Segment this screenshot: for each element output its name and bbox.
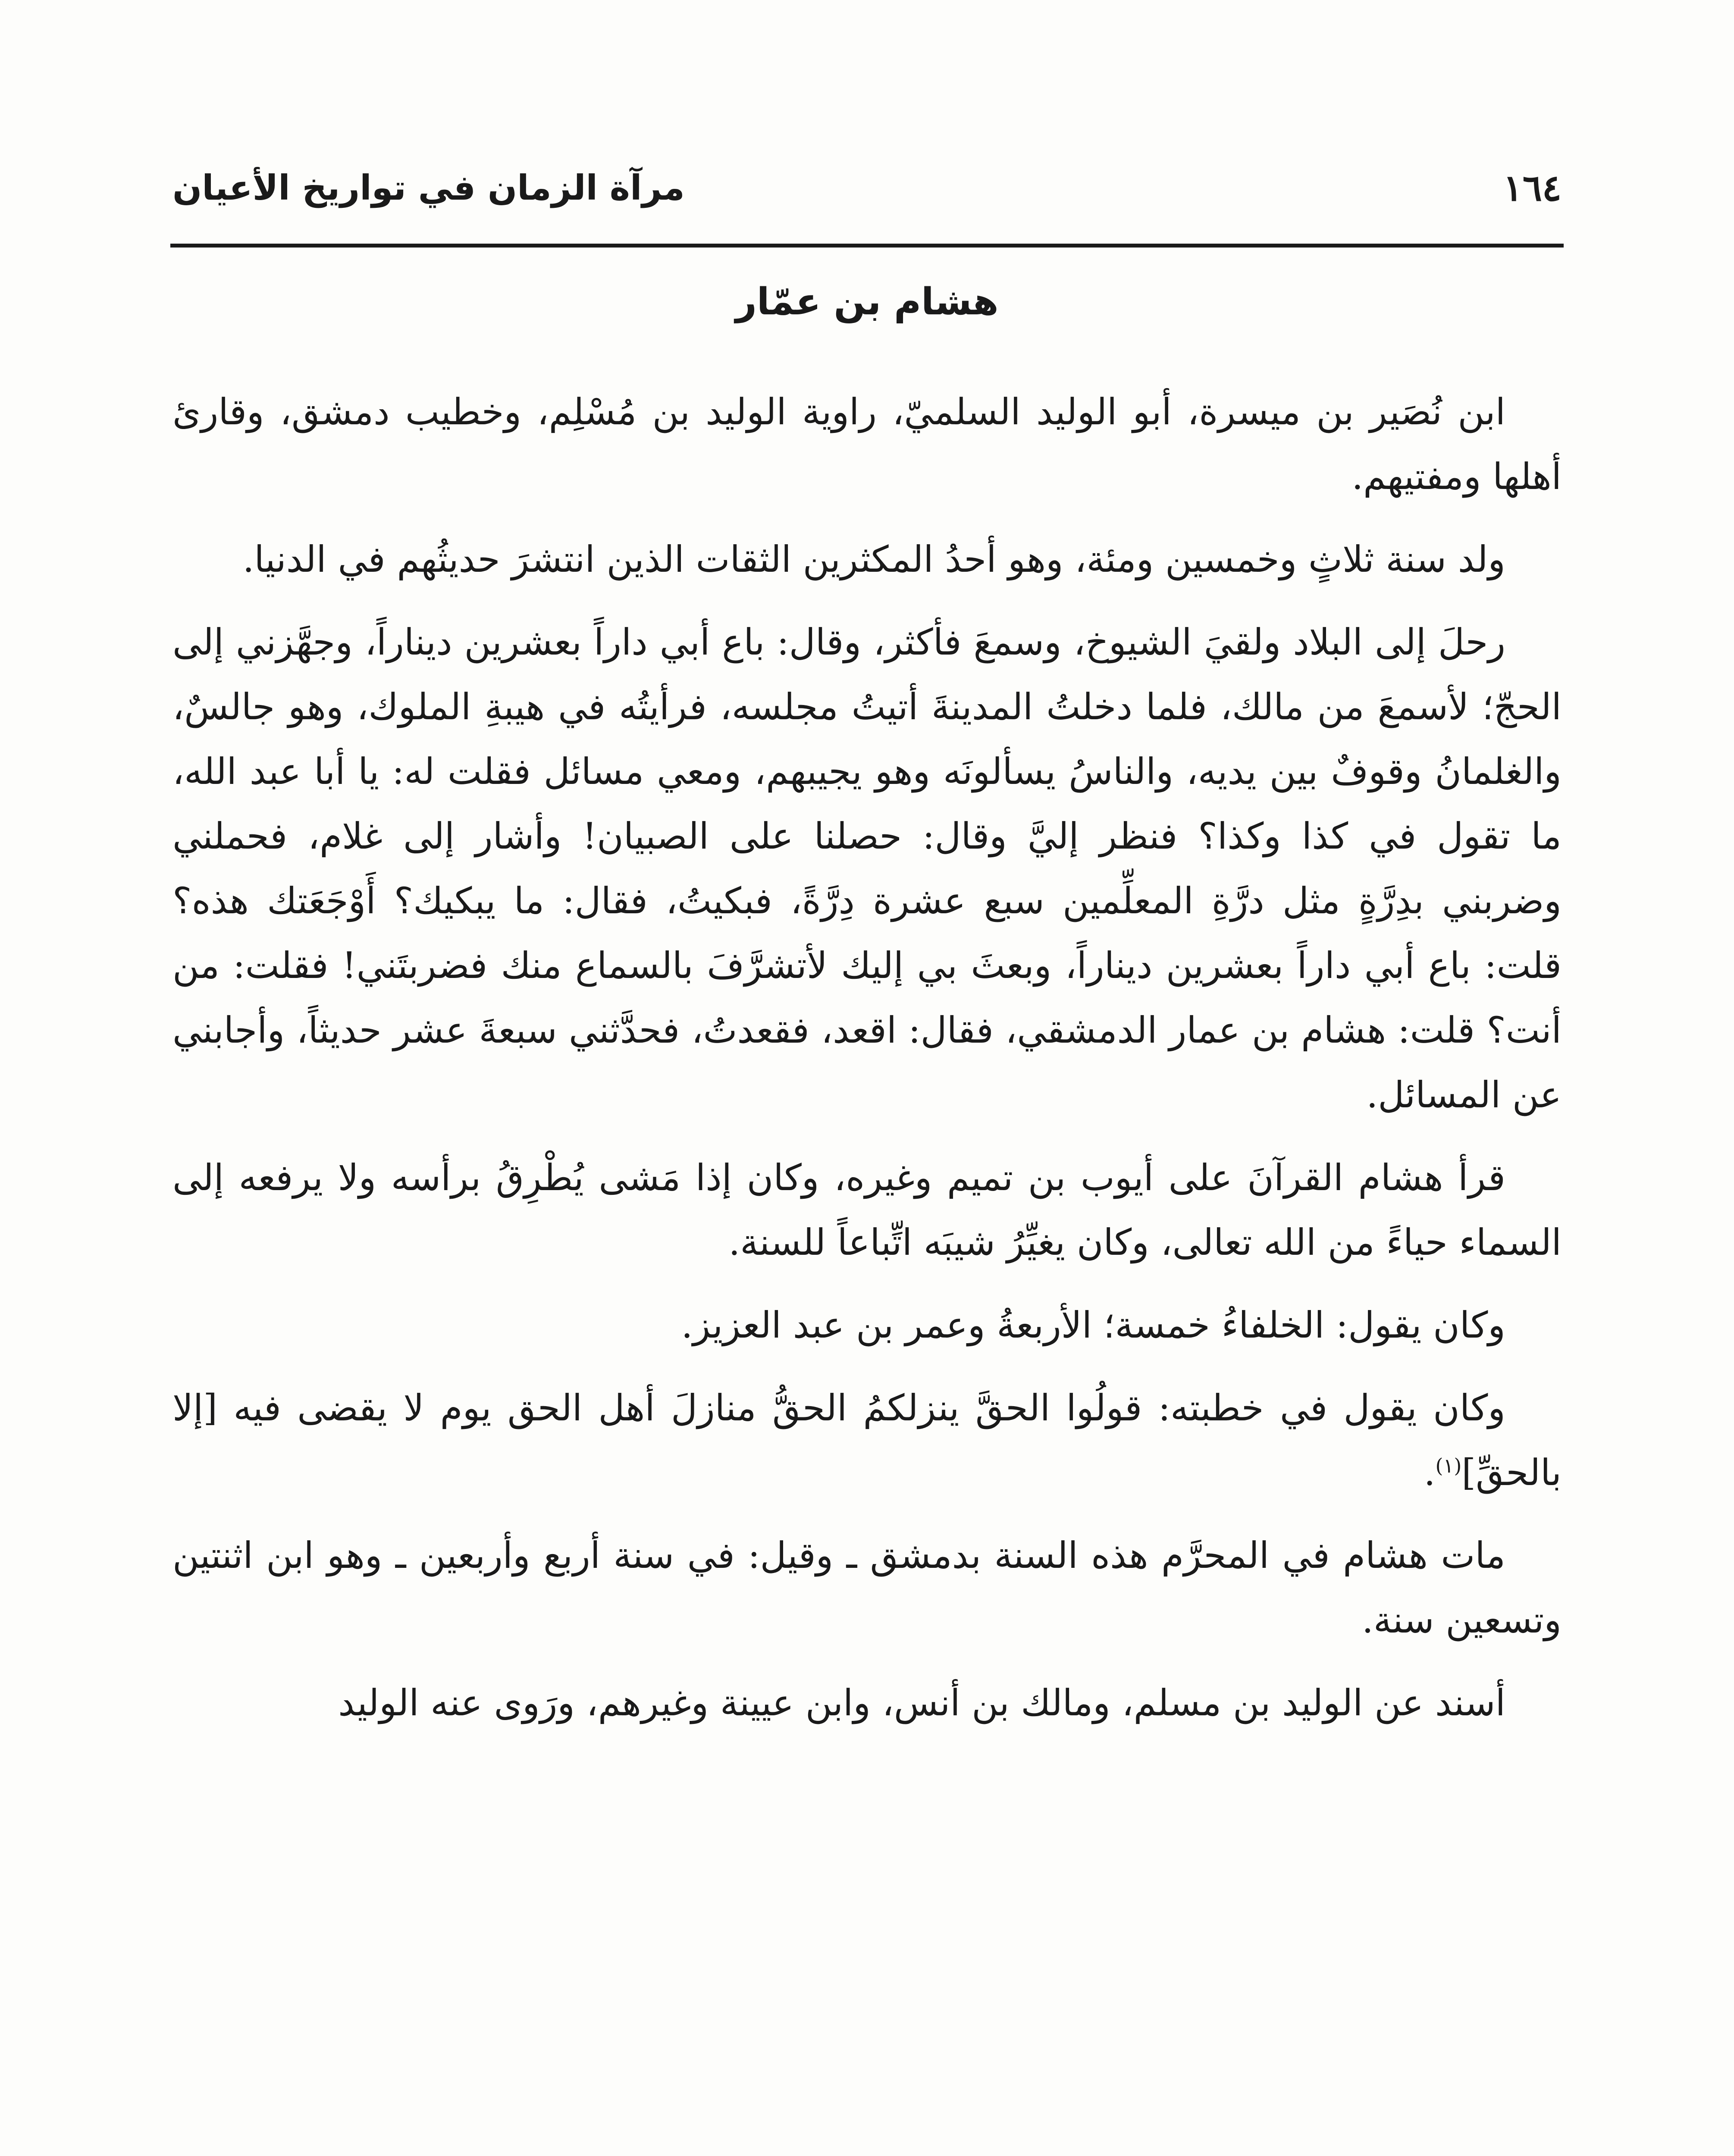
paragraph: أسند عن الوليد بن مسلم، ومالك بن أنس، وابن عيينة وغيرهم، ورَوى عنه الوليد xyxy=(338,1682,1505,1724)
section-title: هشام بن عمّار xyxy=(735,280,999,323)
page-header xyxy=(172,153,1562,222)
body-text xyxy=(172,379,1562,1753)
running-title: مرآة الزمان في تواريخ الأعيان xyxy=(172,167,685,208)
paragraph-text: وكان يقول في خطبته: قولُوا الحقَّ ينزلكمُ الحقُّ منازلَ أهل الحق يوم لا يقضى فيه [إلا بالحقِّ] xyxy=(172,1387,1562,1494)
paragraph-with-footnote xyxy=(172,1376,1562,1505)
paragraph: رحلَ إلى البلاد ولقيَ الشيوخ، وسمعَ فأكثر، وقال: باع أبي داراً بعشرين ديناراً، وجهَّزني إلى الحجّ؛ لأسمعَ من مالك، فلما دخلتُ المدينةَ أتيتُ مجلسه، فرأيتُه في هيبةِ الملوك، وهو جالسٌ، والغلمانُ وقوفٌ بين يديه، والناسُ يسألونَه وهو يجيبهم، ومعي مسائل فقلت له: يا أبا عبد الله، ما تقول في كذا وكذا؟ فنظر إليَّ وقال: حصلنا على الصبيان! وأشار إلى غلام، فحملني وضربني بدِرَّةٍ مثل درَّةِ المعلِّمين سبع عشرة دِرَّةً، فبكيتُ، فقال: ما يبكيك؟ أَوْجَعَتك هذه؟ قلت: باع أبي داراً بعشرين ديناراً، وبعثَ بي إليك لأتشرَّفَ بالسماع منك فضربتَني! فقلت: من أنت؟ قلت: هشام بن عمار الدمشقي، فقال: اقعد، فقعدتُ، فحدَّثني سبعةَ عشر حديثاً، وأجابني عن المسائل. xyxy=(172,621,1562,1116)
paragraph: ابن نُصَير بن ميسرة، أبو الوليد السلميّ، راوية الوليد بن مُسْلِم، وخطيب دمشق، وقارئ أهلها ومفتيهم. xyxy=(172,391,1562,498)
footnote-reference: (١) xyxy=(1435,1454,1462,1477)
paragraph: وكان يقول: الخلفاءُ خمسة؛ الأربعةُ وعمر بن عبد العزيز. xyxy=(681,1304,1505,1346)
sentence-end: . xyxy=(1424,1451,1436,1494)
header-rule xyxy=(170,244,1564,248)
page-number: ١٦٤ xyxy=(1503,166,1562,209)
paragraph: ولد سنة ثلاثٍ وخمسين ومئة، وهو أحدُ المكثرين الثقات الذين انتشرَ حديثُهم في الدنيا. xyxy=(242,538,1505,580)
paragraph: قرأ هشام القرآنَ على أيوب بن تميم وغيره، وكان إذا مَشى يُطْرِقُ برأسه ولا يرفعه إلى السماء حياءً من الله تعالى، وكان يغيِّرُ شيبَه اتِّباعاً للسنة. xyxy=(172,1156,1562,1263)
paragraph: مات هشام في المحرَّم هذه السنة بدمشق ـ وقيل: في سنة أربع وأربعين ـ وهو ابن اثنتين وتسعين سنة. xyxy=(172,1534,1562,1641)
